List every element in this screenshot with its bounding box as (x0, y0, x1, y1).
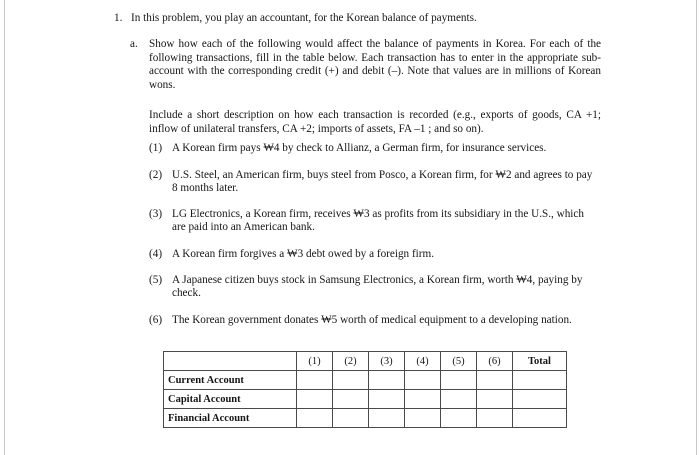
transaction-number: (6) (149, 314, 163, 326)
table-cell[interactable] (405, 390, 441, 409)
transaction-item (149, 142, 546, 155)
page-edge-right (696, 0, 697, 455)
table-cell[interactable] (441, 371, 477, 390)
transaction-item (149, 274, 595, 301)
row-label-capital-account: Capital Account (164, 390, 297, 409)
table-header-cell: (1) (297, 352, 333, 371)
transaction-text: A Korean firm pays ₩4 by check to Allianz, a German firm, for insurance services. (172, 142, 547, 154)
transaction-number: (1) (149, 142, 163, 154)
table-header-row (164, 352, 567, 371)
page-edge-left (4, 0, 5, 455)
table-cell[interactable] (333, 390, 369, 409)
transaction-number: (3) (149, 208, 163, 220)
row-label-financial-account: Financial Account (164, 409, 297, 428)
table-cell[interactable] (369, 409, 405, 428)
table-row (164, 409, 567, 428)
table-row (164, 371, 567, 390)
transaction-item (149, 314, 572, 327)
table-cell[interactable] (369, 371, 405, 390)
table-header-cell: (6) (477, 352, 513, 371)
table-cell[interactable] (441, 390, 477, 409)
transaction-text: LG Electronics, a Korean firm, receives ₩3 as profits from its subsidiary in the U.S., which are paid into an American bank. (172, 208, 584, 234)
table-cell[interactable] (477, 371, 513, 390)
table-cell[interactable] (477, 390, 513, 409)
table-cell[interactable] (297, 409, 333, 428)
transaction-text: The Korean government donates ₩5 worth of medical equipment to a developing nation. (172, 314, 572, 326)
table-cell[interactable] (477, 409, 513, 428)
table-cell[interactable] (405, 371, 441, 390)
table-cell-total[interactable] (513, 390, 567, 409)
transaction-text: U.S. Steel, an American firm, buys steel from Posco, a Korean firm, for ₩2 and agrees to pay 8 months later. (172, 169, 593, 195)
transaction-number: (5) (149, 274, 163, 286)
table-cell[interactable] (405, 409, 441, 428)
table-header-cell: (2) (333, 352, 369, 371)
table-corner-cell (164, 352, 297, 371)
table-cell[interactable] (297, 371, 333, 390)
balance-of-payments-table (163, 351, 567, 428)
question-number: 1. (114, 12, 123, 24)
table-cell[interactable] (333, 371, 369, 390)
transaction-number: (4) (149, 248, 163, 260)
transaction-item (149, 169, 595, 196)
table-cell[interactable] (369, 390, 405, 409)
table-header-total: Total (513, 352, 567, 371)
part-a-label: a. (130, 38, 138, 50)
table-cell[interactable] (297, 390, 333, 409)
transaction-text: A Korean firm forgives a ₩3 debt owed by a foreign firm. (172, 248, 434, 260)
transaction-item (149, 208, 595, 235)
table-header-cell: (5) (441, 352, 477, 371)
question-text: In this problem, you play an accountant, for the Korean balance of payments. (131, 12, 477, 24)
row-label-current-account: Current Account (164, 371, 297, 390)
transaction-item (149, 248, 434, 261)
table-row (164, 390, 567, 409)
table-cell[interactable] (441, 409, 477, 428)
table-header-cell: (4) (405, 352, 441, 371)
part-a-description-note: Include a short description on how each transaction is recorded (e.g., exports of goods, CA +1; inflow of unilateral transfers, CA +2; imports of assets, FA –1 ; and so on). (149, 109, 601, 135)
table-cell-total[interactable] (513, 371, 567, 390)
transaction-number: (2) (149, 169, 163, 181)
table-cell[interactable] (333, 409, 369, 428)
transaction-text: A Japanese citizen buys stock in Samsung Electronics, a Korean firm, worth ₩4, paying by check. (172, 274, 583, 300)
table-cell-total[interactable] (513, 409, 567, 428)
table-header-cell: (3) (369, 352, 405, 371)
part-a-instructions: Show how each of the following would affect the balance of payments in Korea. For each of the following transactions, fill in the table below. Each transaction has to enter in the appropriate sub-account with the corresponding credit (+) and debit (–). Note that values are in millions of Korean wons. (149, 38, 601, 91)
